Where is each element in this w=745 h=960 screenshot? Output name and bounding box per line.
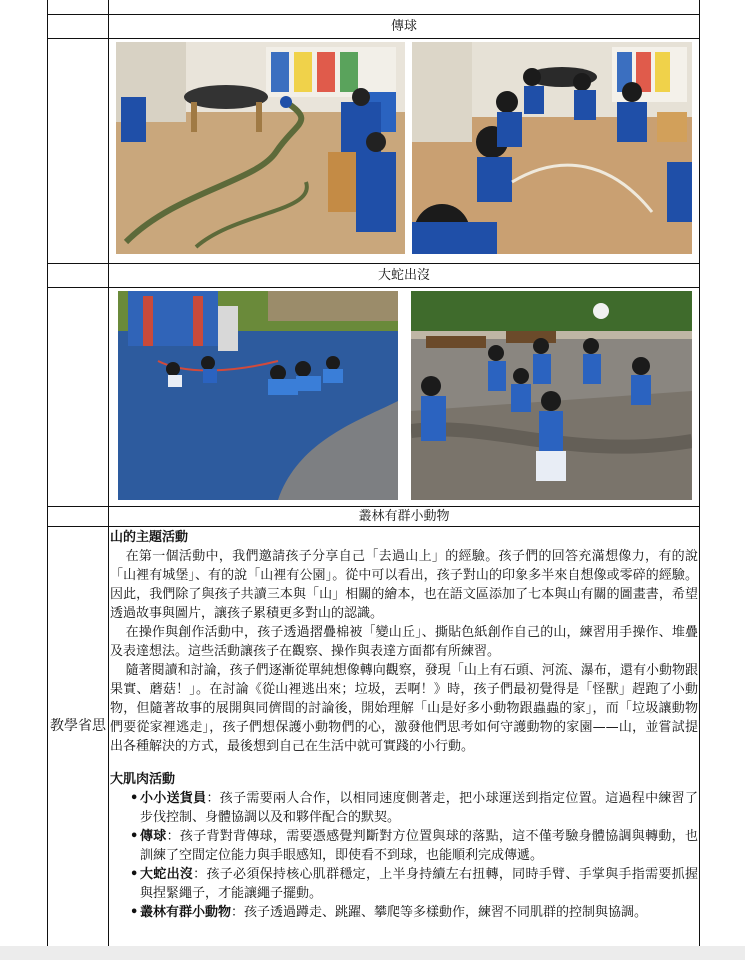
section-caption-big-snake: 大蛇出沒 xyxy=(377,268,430,283)
row-line xyxy=(47,263,700,264)
item-term: 叢林有群小動物 xyxy=(140,905,232,920)
row-line xyxy=(47,526,700,527)
photo-classroom-rope-floor xyxy=(116,42,405,254)
row-line xyxy=(47,287,700,288)
row-line xyxy=(47,38,700,39)
list-item xyxy=(110,865,698,903)
gross-motor-list xyxy=(110,789,698,922)
list-item xyxy=(110,827,698,865)
item-term: 大蛇出沒 xyxy=(140,867,194,882)
item-text: ：孩子背對背傳球，需要憑感覺判斷對方位置與球的落點，這不僅考驗身體協調與轉動，也訓練了空間定位能力與手眼感知，即使看不到球，也能順利完成傳遞。 xyxy=(140,829,698,863)
photo-jungle-animals-outdoor xyxy=(411,291,692,500)
row-line xyxy=(47,14,700,15)
mountain-activity-heading: 山的主題活動 xyxy=(110,530,189,545)
item-text: ：孩子必須保持核心肌群穩定，上半身持續左右扭轉，同時手臂、手掌與手指需要抓握與捏緊繩子，才能讓繩子擺動。 xyxy=(140,867,698,901)
table-right-border xyxy=(699,0,700,946)
section-caption-jungle-animals: 叢林有群小動物 xyxy=(358,509,450,524)
photo-classroom-kids-rope xyxy=(412,42,692,254)
mountain-paragraph: 隨著閱讀和討論，孩子們逐漸從單純想像轉向觀察，發現「山上有石頭、河流、瀑布，還有小動物跟果實、蘑菇！」。在討論《從山裡逃出來；垃圾，丟啊！》時，孩子們最初覺得是「怪獸」趕跑了小動物，但隨著故事的展開與同儕間的討論後，開始理解「山是好多小動物跟蟲蟲的家」，而「垃圾讓動物們要從家裡逃走」，孩子們想保護小動物們的心，激發他們思考如何守護動物的家園——山，並嘗試提出各種解決的方式，最後想到自己在生活中就可實踐的小行動。 xyxy=(110,663,698,754)
table-column-divider xyxy=(108,0,109,946)
item-text: ：孩子透過蹲走、跳躍、攀爬等多樣動作，練習不同肌群的控制與協調。 xyxy=(231,905,648,920)
mountain-paragraph: 在操作與創作活動中，孩子透過摺疊棉被「變山丘」、撕貼色紙創作自己的山，練習用手操作、堆疊及表達想法。這些活動讓孩子在觀察、操作與表達方面都有所練習。 xyxy=(110,625,698,659)
section-caption-pass-ball: 傳球 xyxy=(390,19,417,34)
list-item xyxy=(110,903,698,922)
item-text: ：孩子需要兩人合作，以相同速度側著走，把小球運送到指定位置。這過程中練習了步伐控制、身體協調以及和夥伴配合的默契。 xyxy=(140,791,698,825)
item-term: 小小送貨員 xyxy=(140,791,207,806)
page-bottom-edge xyxy=(0,946,745,960)
table-left-border xyxy=(47,0,48,946)
mountain-paragraph: 在第一個活動中，我們邀請孩子分享自己「去過山上」的經驗。孩子們的回答充滿想像力，有的說「山裡有城堡」、有的說「山裡有公園」。從中可以看出，孩子對山的印象多半來自想像或零碎的經驗。因此，我們除了與孩子共讀三本與「山」相關的繪本，也在語文區添加了七本與山有關的圖畫書，希望透過故事與圖片，讓孩子累積更多對山的認識。 xyxy=(110,549,698,621)
reflection-label: 教學省思 xyxy=(50,718,106,734)
list-item xyxy=(110,789,698,827)
reflection-content xyxy=(110,528,698,922)
item-term: 傳球 xyxy=(140,829,167,844)
gross-motor-heading: 大肌肉活動 xyxy=(110,772,176,787)
photo-playground-rope-snake xyxy=(118,291,398,500)
